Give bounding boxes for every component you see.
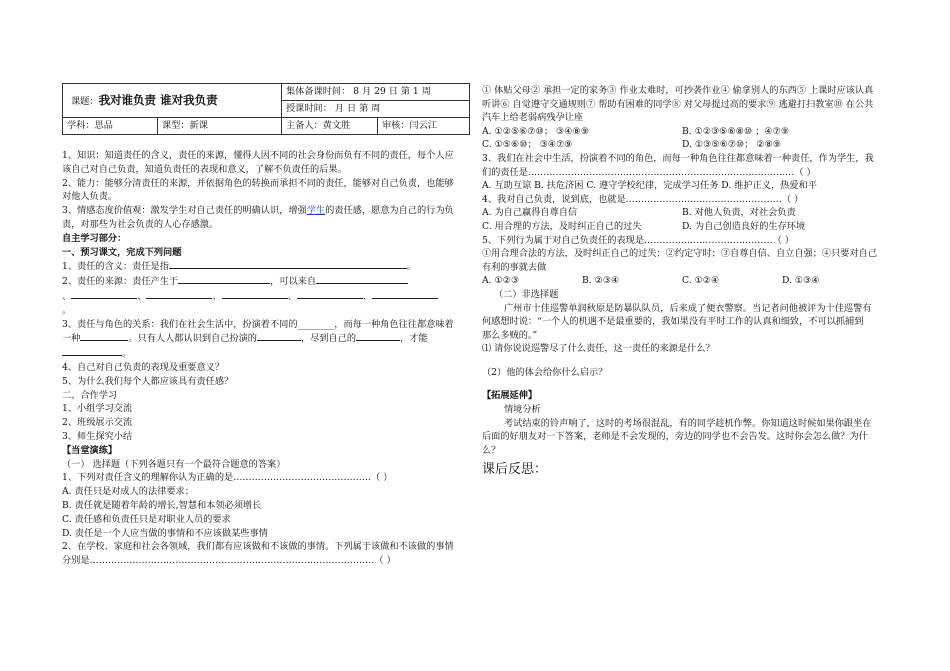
sub-question-2: （2）他的体会给你什么启示？	[482, 366, 608, 378]
mc-question-2-line2: 分别是…………………………………………………………………………………（ ）	[62, 555, 396, 567]
header-table	[62, 83, 470, 118]
story-line-3: 那么多贼的。”	[482, 329, 538, 341]
answer-blank[interactable]	[356, 331, 400, 341]
q3-text: 。只有人人都认识到自己扮演的	[128, 333, 257, 345]
question-3-line3: 。	[62, 346, 469, 361]
q3-text: ，尽到自己的	[301, 333, 357, 345]
mc-question-4: 4、我对自己负责，说到底，也就是……………………………………………（ ）	[482, 193, 804, 205]
choice-section-heading: （一） 选择题（下列各题只有一个最符合题意的答案）	[62, 458, 286, 470]
extension-line-2: 后面的好朋友对一下答案，老师是不会发现的，旁边的同学也不会告发。这时你会怎么做？为什	[482, 431, 868, 443]
after-class-reflection: 课后反思：	[482, 462, 548, 478]
question-2-mid: ，可以来自	[270, 276, 317, 288]
mc-5-items-2: 有利的事就去做	[482, 261, 547, 273]
goal-attitude-1	[62, 204, 469, 218]
mc-4-option-a: A. 为自己赢得自尊自信	[482, 207, 578, 219]
header-table-row2	[62, 118, 470, 135]
reviewer: 审核：闫云江	[378, 118, 470, 135]
mc-2-option-d: D. ①③⑤⑥⑦⑩； ②⑧⑨	[682, 139, 782, 151]
coop-item-3: 3、师生探究小结	[62, 430, 133, 442]
right-column	[482, 84, 882, 477]
mc-2-items-3: 汽车上给老弱病残孕让座	[482, 112, 584, 124]
mc-5-options	[482, 274, 882, 288]
answer-blank[interactable]	[316, 274, 408, 284]
mc-1-option-d: D. 责任是一个人应当做的事情和不应该做某些事情	[62, 527, 268, 539]
question-1-end: 。	[406, 261, 417, 273]
goal-ability-1: 2、能力：能够分清责任的来源，并依据角色的转换而承担不同的责任，能够对自己负责，也能够	[62, 177, 454, 189]
answer-blank[interactable]	[71, 289, 137, 299]
mc-question-5: 5、下列行为属于对自己负责任的表现是……………………………………（ ）	[482, 234, 794, 246]
mc-4-option-c: C. 用合理的方法，及时纠正自己的过失	[482, 220, 642, 232]
answer-blank[interactable]	[169, 259, 407, 269]
question-3-line1: 3、责任与角色的关系：我们在社会生活中，扮演着不同的________，而每一种角色往往都意味着	[62, 318, 454, 330]
question-4: 4、自己对自己负责的表现及重要意义？	[62, 361, 225, 373]
mc-1-option-a: A. 责任只是对成人的法律要求；	[62, 486, 194, 498]
answer-blank[interactable]	[297, 289, 363, 299]
sub-question-1: ⑴ 请你说说巡警尽了什么责任，这一责任的来源是什么？	[482, 343, 715, 355]
mc-question-1: 1、下列对责任含义的理解你认为正确的是………………………………………（ ）	[62, 472, 393, 484]
question-3-line2	[62, 331, 469, 346]
topic-cell	[63, 84, 282, 118]
mc-3-options: A. 互助互谅 B. 扶危济困 C. 遵守学校纪律，完成学习任务 D. 维护正义，热爱和平	[482, 180, 817, 192]
practice-heading: 【当堂演练】	[62, 444, 118, 456]
coop-item-2: 2、班级展示交流	[62, 417, 133, 429]
mc-2-option-a: A. ①②⑤⑥⑦⑩； ③④⑧⑨	[482, 125, 589, 137]
goal-attitude-2: 责，对那些为社会负责的人心存感激。	[62, 218, 219, 230]
question-1-text: 1、责任的含义：责任是指	[62, 261, 169, 273]
mc-5-option-a: A. ①②③	[482, 275, 520, 287]
answer-blank[interactable]	[372, 289, 438, 299]
left-column	[62, 83, 469, 568]
q3-text: 一种	[62, 333, 81, 345]
answer-blank[interactable]	[178, 274, 270, 284]
mc-5-items-1: ①用合理合法的方法，及时纠正自己的过失；②约定守时；③自尊自信、自立自强；④只要对自己	[482, 248, 878, 260]
coop-item-1: 1、小组学习交流	[62, 403, 133, 415]
mc-1-option-b: B. 责任就是随着年龄的增长,智慧和本领必须增长	[62, 499, 262, 511]
mc-question-3-line2: 们的责任是……………………………………………………………………………（ ）	[482, 166, 816, 178]
mc-4-option-d: D. 为自己创造良好的生存环境	[682, 220, 806, 232]
extension-line-1: 考试结束的铃声响了，这时的考场很混乱，有的同学趁机作弊。你知道这时候如果你跟坐在	[504, 417, 872, 429]
mc-2-items-1: ① 体贴父母② 承担一定的家务③ 作业太难时，可抄袭作业④ 偷拿别人的东西⑤ 上课时应该认真	[482, 85, 874, 96]
extension-line-3: 么？	[482, 444, 501, 456]
goal-ability-2: 对他人负责。	[62, 191, 118, 203]
extension-heading: 【拓展延伸】	[482, 390, 538, 402]
prep-time: 集体备课时间： 8 月 29 日 第 1 周	[282, 84, 470, 101]
mc-2-items-2: 听讲⑥ 自觉遵守交通规则⑦ 帮助有困难的同学⑧ 对父母提过高的要求⑨ 逃避打扫教室⑩ 在公共	[482, 98, 874, 110]
student-link[interactable]: 学生	[306, 205, 326, 217]
goal-knowledge-2: 该自己对自己负责，知道负责任的表现和意义，了解不负责任的后果。	[62, 163, 347, 175]
mc-2-option-b: B. ①②③⑤⑥⑧⑩ ；④⑦⑨	[682, 125, 790, 137]
topic-label: 课题：	[71, 95, 99, 107]
preview-heading: 一、预习课文，完成下列问题	[62, 246, 182, 258]
teach-time: 授课时间： 月 日 第 周	[282, 101, 470, 118]
non-choice-heading: （二）非选择题	[494, 288, 559, 300]
question-2-end: 。	[62, 304, 72, 316]
mc-2-options-ab	[482, 125, 882, 139]
mc-1-option-c: C. 责任感和负责任只是对职业人员的要求	[62, 513, 231, 525]
lesson-title: 我对谁负责 谁对我负责	[98, 92, 218, 107]
question-1	[62, 259, 469, 274]
question-2-text: 2、责任的来源：责任产生于	[62, 276, 179, 288]
goal-attitude-text: 3、情感态度价值观：激发学生对自己责任的明确认识，增强	[62, 205, 307, 217]
question-2-blanks: 、 、 、 、 、	[62, 289, 469, 304]
mc-2-options-cd	[482, 138, 882, 152]
answer-blank[interactable]	[257, 331, 301, 341]
self-study-heading: 自主学习部分：	[62, 232, 127, 244]
q3-text: ，才能	[400, 333, 428, 345]
question-5: 5、为什么我们每个人都应该具有责任感？	[62, 375, 234, 387]
answer-blank[interactable]	[80, 331, 128, 341]
story-line-1: 广州市十佳巡警单润秋原是防暴队队员，后来成了便衣警察。当记者问他被评为十佳巡警有	[504, 302, 872, 314]
preparer: 主备人：黄文胜	[282, 118, 378, 135]
mc-question-2-line1: 2、在学校、家庭和社会各领域，我们都有应该做和不该做的事情。下列属于该做和不该做的事情	[62, 541, 454, 553]
mc-5-option-d: D. ①③④	[782, 275, 820, 287]
extension-subheading: 情境分析	[504, 404, 541, 416]
mc-4-option-b: B. 对他人负责，对社会负责	[682, 207, 796, 219]
mc-5-option-c: C. ①②④	[682, 275, 720, 287]
goal-attitude-text-2: 的责任感，愿意为自己的行为负	[325, 205, 454, 217]
coop-heading: 二、合作学习	[62, 389, 118, 401]
answer-blank[interactable]	[146, 289, 212, 299]
question-2	[62, 274, 469, 289]
goal-knowledge-1: 1、知识：知道责任的含义，责任的来源，懂得人因不同的社会身份而负有不同的责任，每个人应	[62, 150, 454, 161]
story-line-2: 何感想时说：“一个人的机遇不是最重要的，我如果没有平时工作的认真和细致，不可以抓捕到	[482, 316, 864, 328]
answer-blank[interactable]	[222, 289, 288, 299]
mc-5-option-b: B. ②③④	[582, 275, 620, 287]
lesson-type: 课型：新课	[158, 118, 282, 135]
subject: 学科：思品	[63, 118, 158, 135]
mc-4-options-ab	[482, 206, 882, 220]
mc-2-option-c: C. ①⑤⑥⑩； ③④⑦⑨	[482, 139, 573, 151]
mc-question-3-line1: 3、我们在社会中生活，扮演着不同的角色，而每一种角色往往都意味着一种责任，作为学生，我	[482, 152, 874, 164]
mc-4-options-cd	[482, 220, 882, 234]
answer-blank[interactable]	[62, 346, 122, 356]
